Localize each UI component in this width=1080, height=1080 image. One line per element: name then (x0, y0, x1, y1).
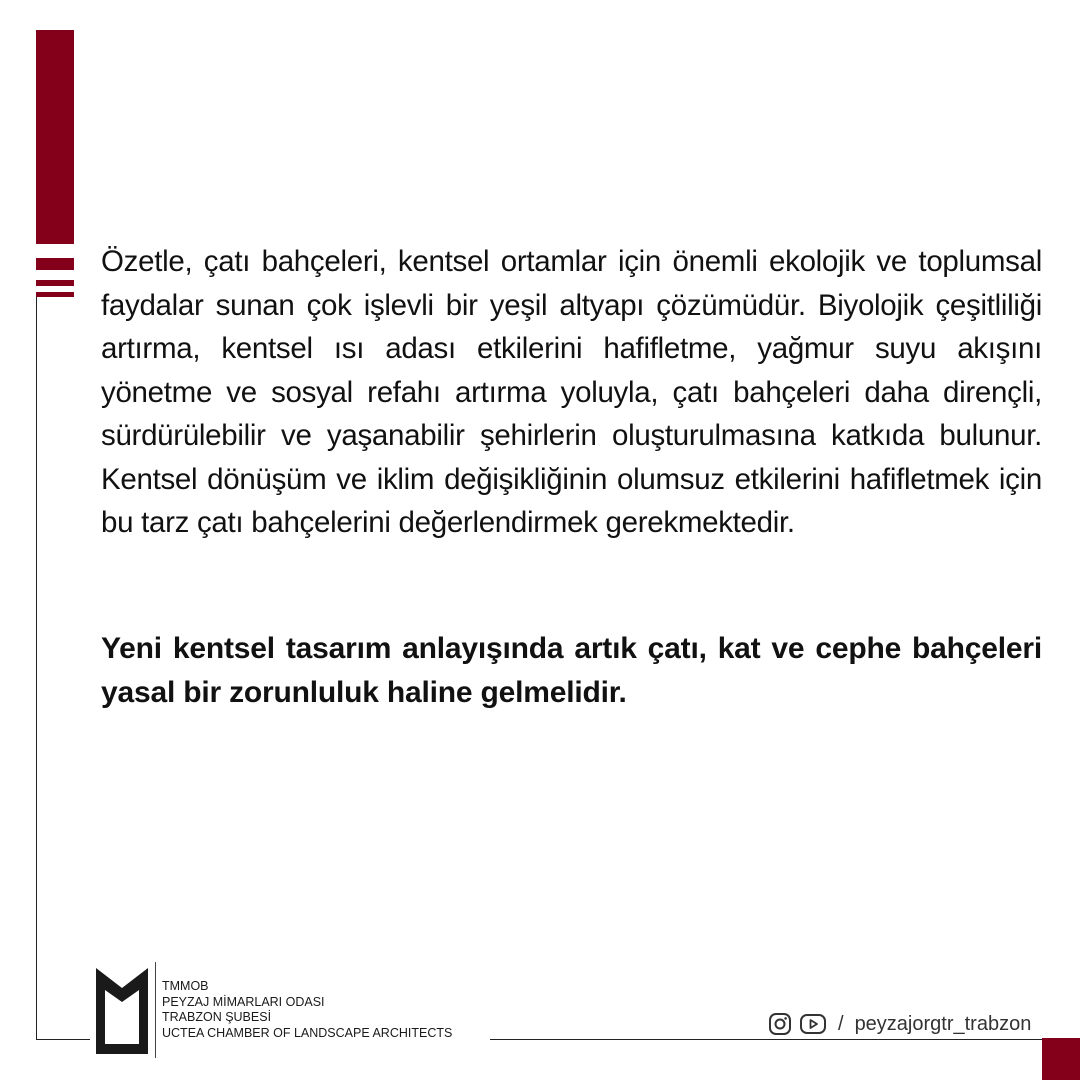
org-line: TRABZON ŞUBESİ (162, 1010, 272, 1024)
logo-divider (155, 962, 156, 1058)
organization-name (162, 979, 452, 1041)
org-line: UCTEA CHAMBER OF LANDSCAPE ARCHITECTS (162, 1025, 453, 1040)
social-links (768, 1010, 1031, 1038)
accent-stripe (36, 280, 74, 286)
accent-bar (36, 30, 74, 244)
org-line: TMMOB (162, 979, 209, 993)
chamber-logo-icon (94, 966, 150, 1056)
frame-line-bottom (490, 1039, 1042, 1040)
accent-stripe (36, 258, 74, 270)
social-separator: / (838, 1012, 844, 1035)
social-handle-link[interactable]: peyzajorgtr_trabzon (854, 1012, 1032, 1035)
frame-line-bottom (36, 1039, 90, 1040)
org-line: PEYZAJ MİMARLARI ODASI (162, 994, 325, 1009)
accent-stripe (36, 292, 74, 297)
body-paragraph: Özetle, çatı bahçeleri, kentsel ortamlar için önemli ekolojik ve toplumsal faydalar sunan çok işlevli bir yeşil altyapı çözümüdür. Biyolojik çeşitliliği artırma, kentsel ısı adası etkilerini hafifletme, yağmur suyu akışını yönetme ve sosyal refahı artırma yoluyla, çatı bahçeleri daha dirençli, sürdürülebilir ve yaşanabilir şehirlerin oluşturulmasına katkıda bulunur. Kentsel dönüşüm ve iklim değişikliğinin olumsuz etkilerini hafifletmek için bu tarz çatı bahçelerini değerlendirmek gerekmektedir. (101, 245, 1042, 539)
highlight-paragraph: Yeni kentsel tasarım anlayışında artık çatı, kat ve cephe bahçeleri yasal bir zorunluluk haline gelmelidir. (101, 632, 1042, 709)
corner-accent (1042, 1038, 1080, 1080)
youtube-icon[interactable] (799, 1012, 827, 1036)
instagram-icon[interactable] (768, 1012, 792, 1036)
frame-line-left (36, 297, 37, 1040)
